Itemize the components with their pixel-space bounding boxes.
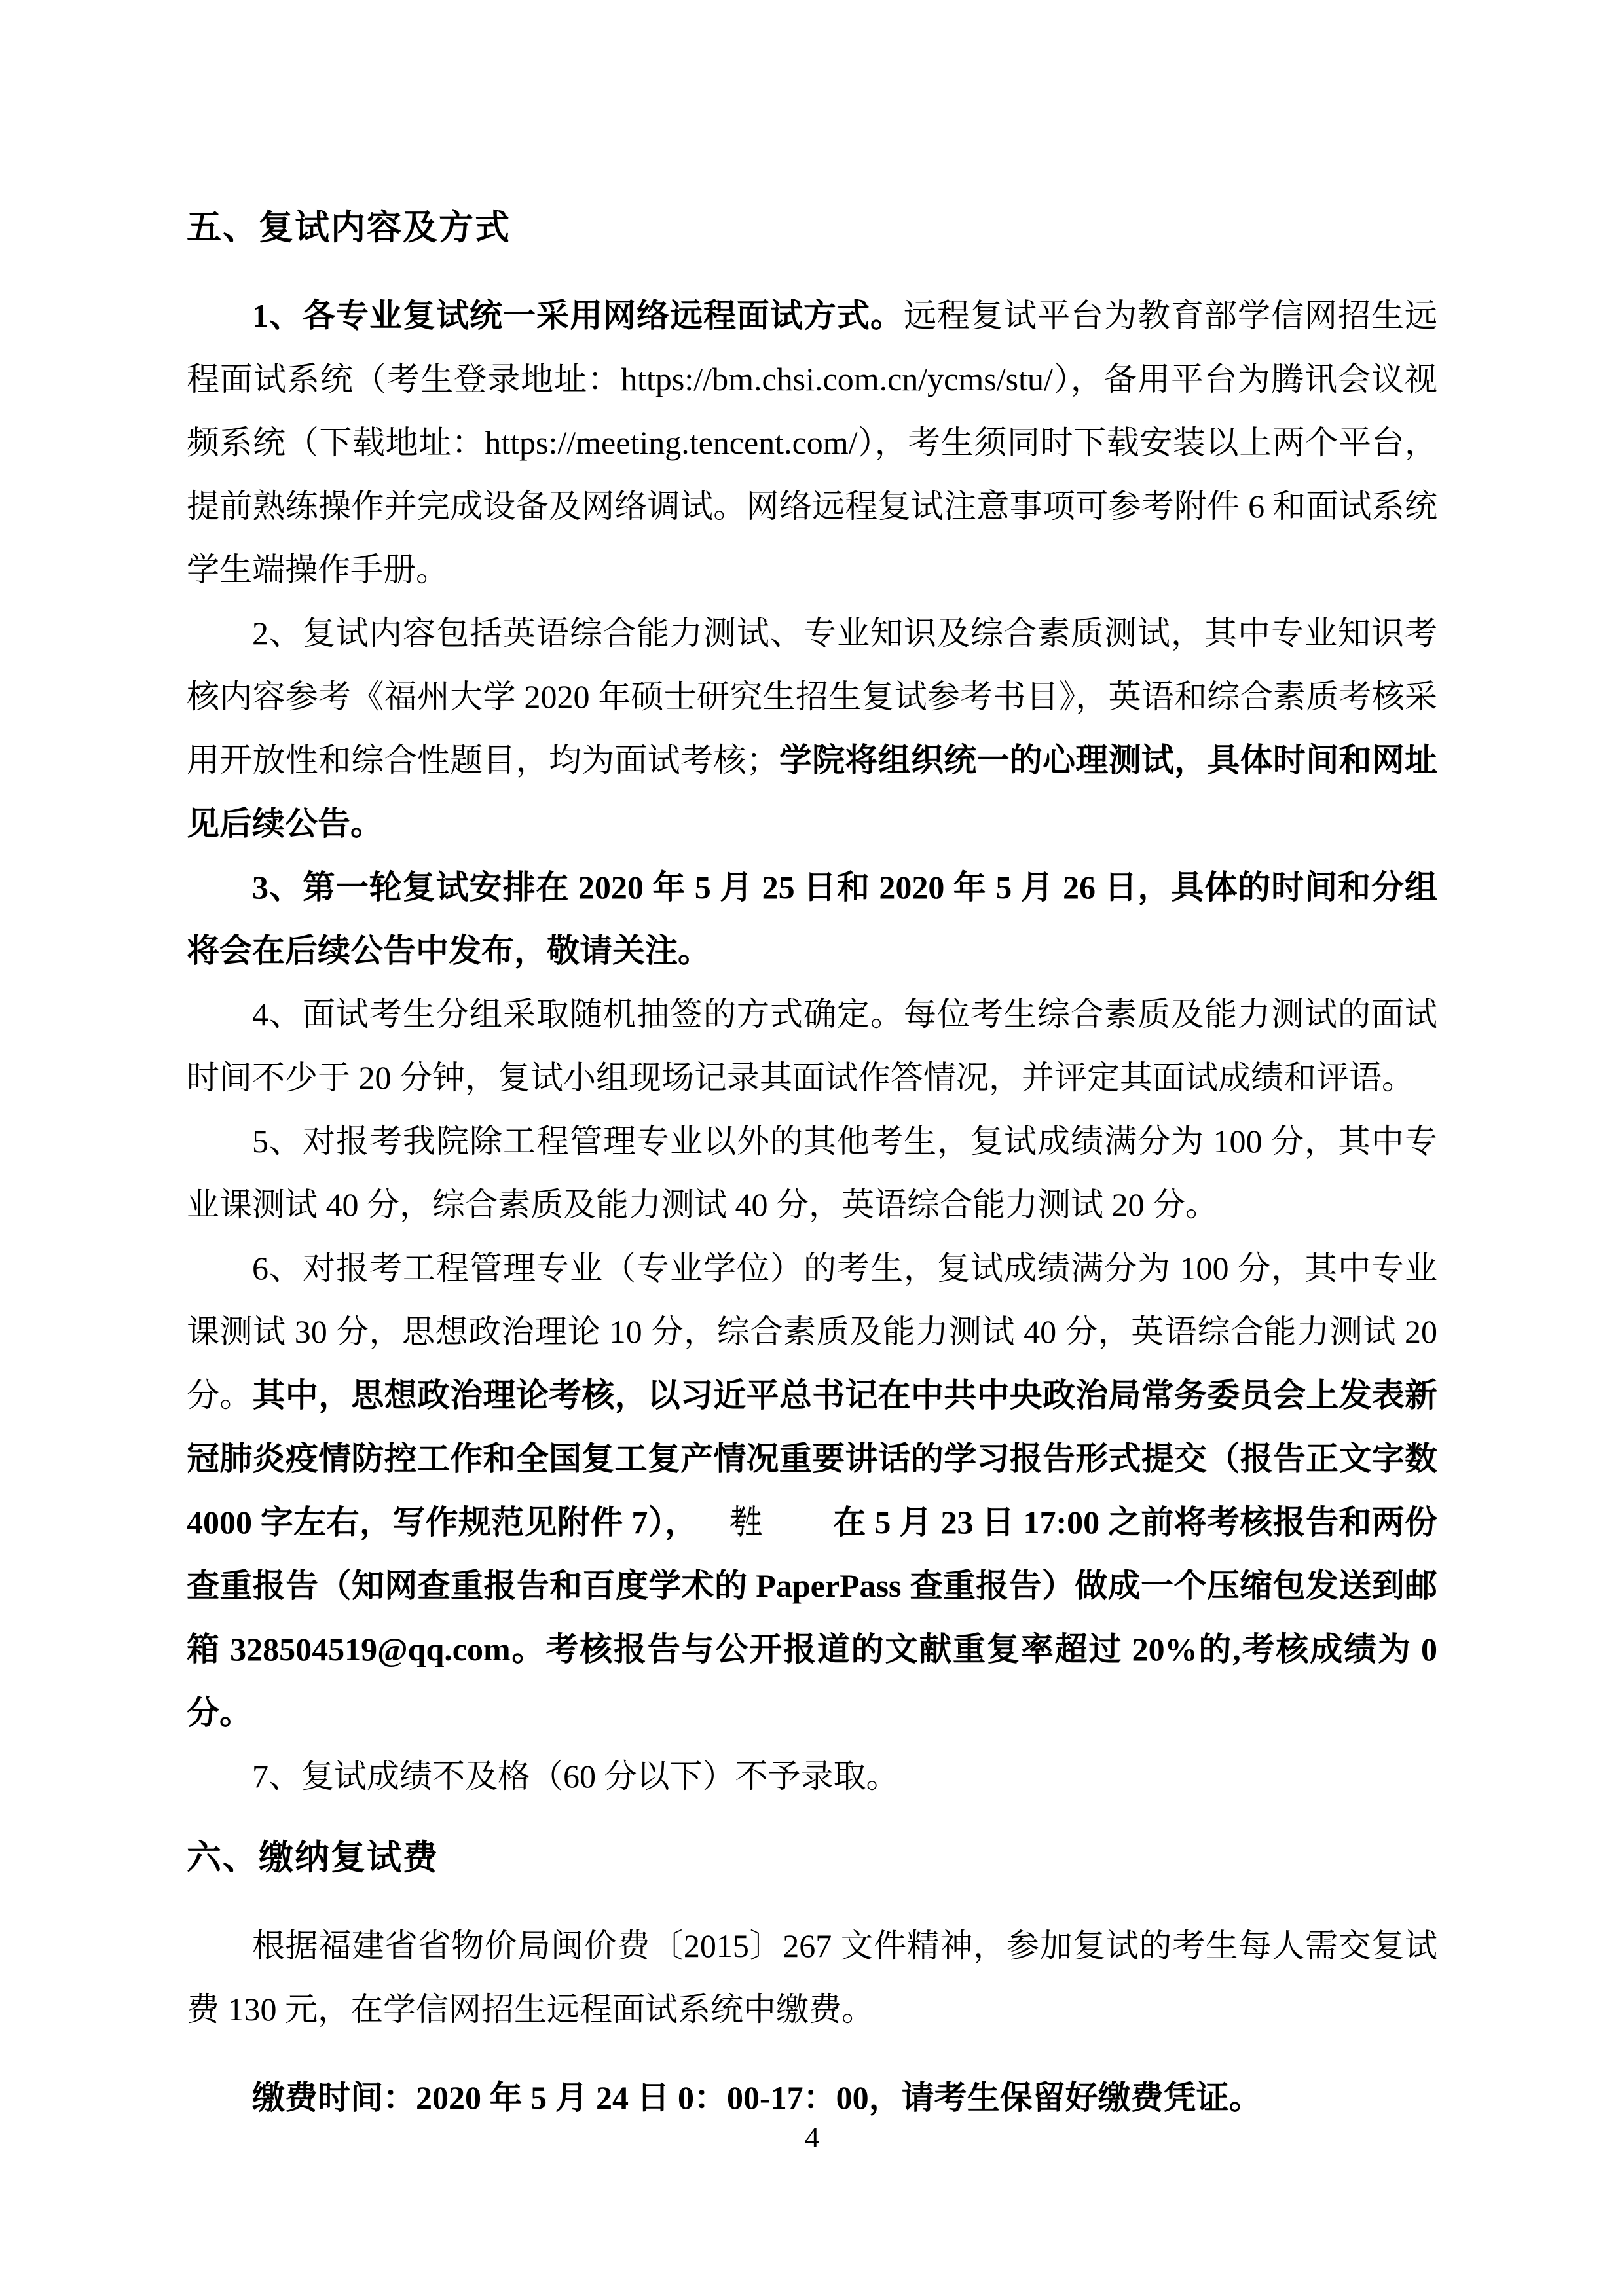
text-run: 远程复试平台为教育部学信网招生远程面试系统（考生登录地址：https://bm.chsi.com.cn/ycms/stu/），备用平台为腾讯会议视频系统（下载地址：https://meeting.tencent.com/），考生须同时下载安装以上两个平台，提前熟练操作并完成设备及网络调试。网络远程复试注意事项可参考附件 6 和面试系统学生端操作手册。: [187, 297, 1437, 588]
text-run: 5、对报考我院除工程管理专业以外的其他考生，复试成绩满分为 100 分，其中专业课测试 40 分，综合素质及能力测试 40 分，英语综合能力测试 20 分。: [187, 1123, 1437, 1223]
text-run: 3、第一轮复试安排在 2020 年 5 月 25 日和 2020 年 5 月 26 日，具体的时间和分组将会在后续公告中发布，敬请关注。: [187, 869, 1437, 969]
text-run: 2、复试内容包括英语综合能力测试、专业知识及综合素质测试，其中专业知识考核内容参考《福州大学 2020 年硕士研究生招生复试参考书目》，英语和综合素质考核采用开放性和综合性题目，均为面试考核；: [187, 615, 1437, 778]
paragraph-1: [187, 284, 1437, 602]
text-run: 缴费时间：2020 年 5 月 24 日 0：00-17：00，请考生保留好缴费凭证。: [252, 2079, 1262, 2116]
text-run: 其中，思想政治理论考核，以习近平总书记在中共中央政治局常务委员会上发表新冠肺炎疫情防控工作和全国复工复产情况重要讲话的学习报告形式提交（报告正文字数 4000 字左右，写作规范见附件 7），: [187, 1377, 1438, 1540]
text-run: 根据福建省省物价局闽价费〔2015〕267 文件精神，参加复试的考生每人需交复试费 130 元，在学信网招生远程面试系统中缴费。: [187, 1927, 1437, 2028]
section-5-heading: 五、复试内容及方式: [187, 208, 511, 247]
paragraph-6: [187, 1237, 1437, 1745]
paragraph-7: [187, 1745, 1437, 1808]
paragraph-4: [187, 983, 1437, 1110]
text-run: 学院将组织统一的心理测试，具体时间和网址见后续公告。: [187, 742, 1437, 842]
paragraph-2: [187, 602, 1437, 856]
section-6-heading: 六、缴纳复试费: [187, 1838, 439, 1877]
text-run: 4、面试考生分组采取随机抽签的方式确定。每位考生综合素质及能力测试的面试时间不少于 20 分钟，复试小组现场记录其面试作答情况，并评定其面试成绩和评语。: [187, 996, 1437, 1096]
text-run: 1、各专业复试统一采用网络远程面试方式。: [252, 297, 904, 334]
text-run: 7、复试成绩不及格（60 分以下）不予录取。: [252, 1758, 899, 1795]
paragraph-3: [187, 856, 1437, 983]
paragraph-8: [187, 1914, 1437, 2041]
paragraph-5: [187, 1110, 1437, 1237]
text-run: 在 5 月 23 日 17:00 之前将考核报告和两份查重报告（知网查重报告和百度学术的 PaperPass 查重报告）做成一个压缩包发送到邮箱 328504519@qq.com。考核报告与公开报道的文献重复率超过 20%的,考核成绩为 0 分。: [187, 1504, 1438, 1731]
text-run-condensed: 考生: [730, 1504, 762, 1540]
document-body: [187, 195, 1437, 2130]
text-run: 6、对报考工程管理专业（专业学位）的考生，复试成绩满分为 100 分，其中专业课测试 30 分，思想政治理论 10 分，综合素质及能力测试 40 分，英语综合能力测试 20 分。: [187, 1250, 1437, 1413]
page-number: 4: [804, 2121, 820, 2154]
